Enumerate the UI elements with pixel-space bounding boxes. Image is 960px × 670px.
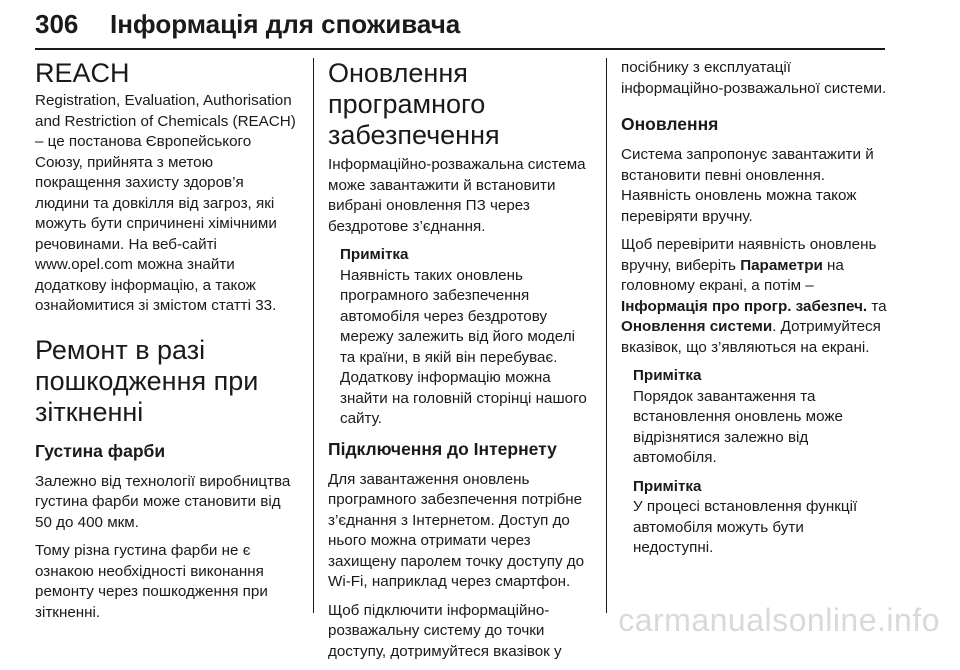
note-text: Порядок завантаження та встановлення оновлень може відрізнятися залежно від автомобіля. (633, 387, 843, 466)
column-divider-1 (313, 58, 314, 613)
updates-text-d: та (867, 297, 887, 315)
page-number: 306 (35, 9, 79, 39)
note-title: Примітка (633, 477, 702, 495)
reach-paragraph: Registration, Evaluation, Authorisation and Restriction of Chemicals (REACH) – це постанова Європейського Союзу, прийнята з метою покращення захисту здоров’я людини та довкілля від загроз, які можуть бути спричинені хімічними речовинами. На веб-сайті www.opel.com можна знайти додаткову інформацію, а також ознайомитися зі змістом статті 33. (35, 92, 296, 314)
internet-paragraph-2: Щоб підключити інформаційно-розважальну систему до точки доступу, дотримуйтеся вказівок у (328, 601, 562, 660)
note-title: Примітка (340, 246, 409, 263)
settings-term: Параметри (740, 256, 823, 274)
note-title: Примітка (633, 367, 702, 384)
software-info-term: Інформація про прогр. забезпеч. (621, 297, 868, 315)
continued-paragraph: посібнику з експлуатації інформаційно-розважальної системи. (621, 59, 887, 97)
reach-heading: REACH (35, 58, 130, 88)
note-text: Наявність таких оновлень програмного забезпечення автомобіля через бездротову мережу залежить від його моделі та країни, в якій він перебуває. Додаткову інформацію можна знайти на головній сторінці нашого сайту. (340, 266, 587, 427)
system-update-term: Оновлення системи (621, 318, 773, 335)
updates-heading: Оновлення (621, 114, 719, 134)
internet-heading: Підключення до Інтернету (328, 438, 557, 459)
internet-paragraph-1: Для завантаження оновлень програмного забезпечення потрібне з’єднання з Інтернетом. Доступ до нього можна отримати через захищену паролем точку доступу до Wi-Fi, наприклад через смартфон. (328, 470, 585, 590)
column-1 (35, 58, 301, 631)
updates-text-e: . Дотримуйтеся вказівок, що з’являються на екрані. (621, 318, 881, 356)
updates-text-c: на головному екрані, а потім – (621, 256, 844, 294)
paint-heading: Густина фарби (35, 440, 166, 461)
updates-paragraph-1: Система запропонує завантажити й встановити певні оновлення. Наявність оновлень можна також перевіряти вручну. (621, 146, 874, 225)
paint-paragraph-1: Залежно від технології виробництва густина фарби може становити від 50 до 400 мкм. (35, 472, 291, 531)
header-rule (35, 48, 885, 50)
column-divider-2 (606, 58, 607, 613)
repair-heading: Ремонт в разі пошкодження при зіткненні (35, 334, 259, 427)
note-text: У процесі встановлення функції автомобіля можуть бути недоступні. (633, 498, 858, 556)
column-2 (328, 58, 594, 670)
note-box (328, 245, 594, 430)
page-header (35, 9, 885, 49)
paint-paragraph-2: Тому різна густина фарби не є ознакою необхідності виконання ремонту через пошкодження при зіткненні. (35, 542, 268, 621)
updates-text-a: Щоб перевірити наявність оновлень вручну, виберіть (621, 236, 877, 274)
software-update-paragraph: Інформаційно-розважальна система може завантажити й встановити вибрані оновлення ПЗ через бездротове з’єднання. (328, 156, 586, 235)
note-box (621, 477, 887, 559)
updates-paragraph-2 (621, 235, 887, 358)
watermark: carmanualsonline.info (618, 602, 940, 638)
note-box (621, 366, 887, 469)
software-update-heading: Оновлення програмного забезпечення (328, 58, 500, 150)
page-title: Інформація для споживача (110, 9, 461, 39)
column-3 (621, 58, 887, 567)
